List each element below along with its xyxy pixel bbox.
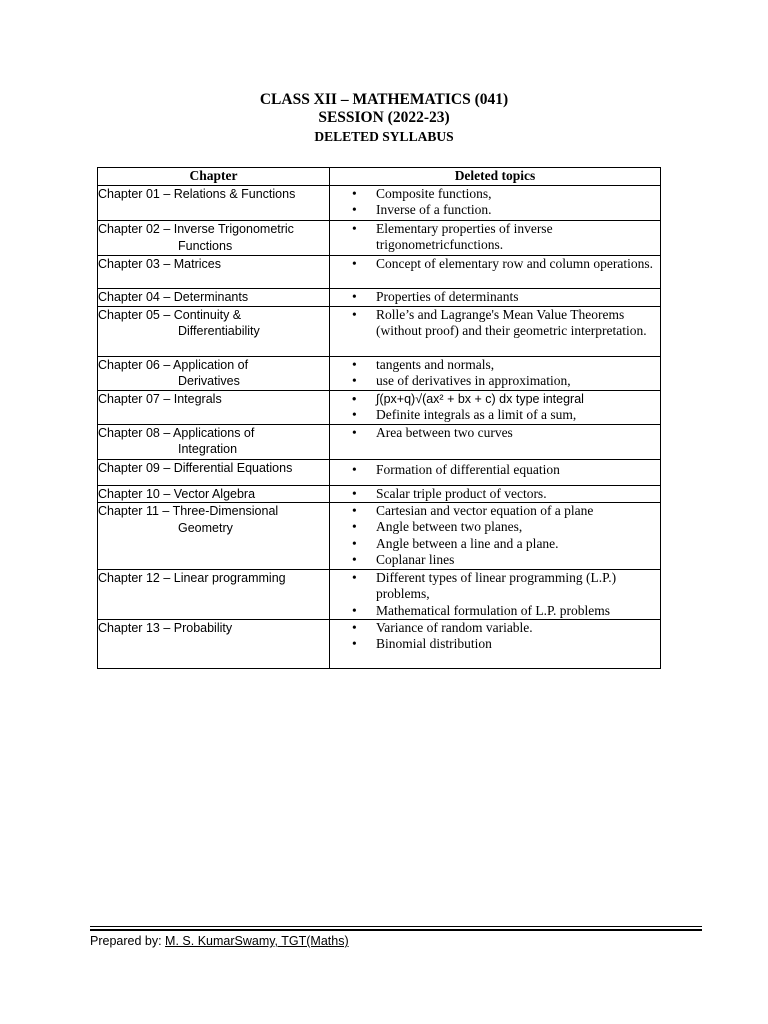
chapter-cell bbox=[98, 186, 330, 221]
chapter-name-continued: Derivatives bbox=[178, 374, 240, 388]
deleted-topics-cell bbox=[330, 485, 661, 503]
deleted-topics-cell bbox=[330, 390, 661, 424]
deleted-topics-cell bbox=[330, 289, 661, 307]
topic-list bbox=[330, 256, 660, 272]
chapter-name-continued: Differentiability bbox=[178, 324, 260, 338]
chapter-cell bbox=[98, 289, 330, 307]
chapter-cell bbox=[98, 459, 330, 485]
table-row bbox=[98, 221, 661, 256]
topic-list bbox=[330, 425, 660, 441]
chapter-name: Chapter 13 – Probability bbox=[98, 620, 233, 635]
topic-list bbox=[330, 186, 660, 219]
chapter-name: Chapter 02 – Inverse Trigonometric bbox=[98, 222, 294, 236]
deleted-topics-cell bbox=[330, 459, 661, 485]
chapter-cell bbox=[98, 485, 330, 503]
topic-item: • Composite functions, bbox=[330, 186, 660, 202]
deleted-syllabus-table bbox=[97, 167, 661, 669]
chapter-name: Chapter 06 – Application of bbox=[98, 357, 249, 372]
table-row bbox=[98, 186, 661, 221]
topic-item: • Mathematical formulation of L.P. problems bbox=[330, 603, 660, 619]
table-row bbox=[98, 256, 661, 289]
chapter-cell bbox=[98, 619, 330, 668]
chapter-name: Chapter 04 – Determinants bbox=[98, 290, 249, 304]
title-block bbox=[0, 91, 768, 146]
topic-list bbox=[330, 462, 660, 478]
session-label: SESSION (2022-23) bbox=[318, 109, 450, 126]
topic-list bbox=[330, 391, 660, 424]
chapter-name-continued: Functions bbox=[178, 238, 233, 253]
chapter-name: Chapter 03 – Matrices bbox=[98, 257, 221, 271]
topic-list bbox=[330, 221, 660, 254]
deleted-topics-cell bbox=[330, 306, 661, 356]
topic-item: • use of derivatives in approximation, bbox=[330, 373, 660, 389]
footer-prefix: Prepared by: bbox=[90, 934, 166, 948]
topic-list bbox=[330, 357, 660, 390]
topic-item: • Angle between a line and a plane. bbox=[330, 536, 660, 552]
chapter-name: Chapter 11 – Three-Dimensional bbox=[98, 504, 279, 518]
deleted-topics-cell bbox=[330, 619, 661, 668]
deleted-topics-cell bbox=[330, 503, 661, 570]
deleted-topics-cell bbox=[330, 570, 661, 620]
deleted-topics-cell bbox=[330, 424, 661, 459]
table-row bbox=[98, 289, 661, 307]
topic-list bbox=[330, 486, 660, 502]
chapter-cell bbox=[98, 221, 330, 256]
column-header-deleted-topics: Deleted topics bbox=[330, 168, 661, 186]
topic-item: • Different types of linear programming (L.P.) problems, bbox=[330, 570, 660, 603]
topic-item: • Coplanar lines bbox=[330, 552, 660, 568]
deleted-topics-cell bbox=[330, 186, 661, 221]
topic-item: • Binomial distribution bbox=[330, 636, 660, 652]
topic-list bbox=[330, 503, 660, 568]
chapter-name: Chapter 01 – Relations & Functions bbox=[98, 187, 296, 201]
topic-item: • Concept of elementary row and column operations. bbox=[330, 256, 660, 272]
topic-list bbox=[330, 620, 660, 653]
table-row bbox=[98, 619, 661, 668]
document-title: CLASS XII – MATHEMATICS (041) bbox=[259, 91, 509, 108]
topic-item: • ∫(px+q)√(ax² + bx + c) dx type integral bbox=[330, 391, 660, 407]
topic-list bbox=[330, 307, 660, 340]
topic-item: • Formation of differential equation bbox=[330, 462, 660, 478]
table-row bbox=[98, 503, 661, 570]
chapter-cell bbox=[98, 356, 330, 390]
chapter-cell bbox=[98, 256, 330, 289]
topic-list bbox=[330, 570, 660, 619]
chapter-name: Chapter 08 – Applications of bbox=[98, 425, 255, 440]
footer bbox=[90, 934, 349, 948]
column-header-chapter: Chapter bbox=[98, 168, 330, 186]
topic-item: • Definite integrals as a limit of a sum, bbox=[330, 407, 660, 423]
topic-item: • tangents and normals, bbox=[330, 357, 660, 373]
table-row bbox=[98, 390, 661, 424]
chapter-name-continued: Integration bbox=[178, 442, 238, 456]
footer-author: M. S. KumarSwamy, TGT(Maths) bbox=[165, 934, 349, 948]
chapter-name: Chapter 10 – Vector Algebra bbox=[98, 486, 256, 501]
table-row bbox=[98, 485, 661, 503]
topic-item: • Area between two curves bbox=[330, 425, 660, 441]
topic-item: • Scalar triple product of vectors. bbox=[330, 486, 660, 502]
table-row bbox=[98, 424, 661, 459]
topic-item: • Inverse of a function. bbox=[330, 202, 660, 218]
chapter-cell bbox=[98, 570, 330, 620]
topic-item: • Elementary properties of inverse trigonometricfunctions. bbox=[330, 221, 660, 254]
chapter-cell bbox=[98, 390, 330, 424]
chapter-name: Chapter 07 – Integrals bbox=[98, 391, 222, 406]
topic-item: • Angle between two planes, bbox=[330, 519, 660, 535]
chapter-name: Chapter 09 – Differential Equations bbox=[98, 460, 293, 475]
footer-divider bbox=[90, 926, 702, 927]
table-row bbox=[98, 356, 661, 390]
deleted-topics-cell bbox=[330, 221, 661, 256]
deleted-topics-cell bbox=[330, 256, 661, 289]
table-row bbox=[98, 570, 661, 620]
footer-divider-thick bbox=[90, 929, 702, 931]
topic-item: • Variance of random variable. bbox=[330, 620, 660, 636]
chapter-cell bbox=[98, 503, 330, 570]
topic-item: • Properties of determinants bbox=[330, 289, 660, 305]
table-body bbox=[98, 186, 661, 669]
deleted-topics-cell bbox=[330, 356, 661, 390]
chapter-name: Chapter 05 – Continuity & bbox=[98, 307, 242, 322]
chapter-name: Chapter 12 – Linear programming bbox=[98, 571, 286, 585]
topic-item: • Cartesian and vector equation of a plane bbox=[330, 503, 660, 519]
chapter-cell bbox=[98, 306, 330, 356]
topic-list bbox=[330, 289, 660, 305]
table-row bbox=[98, 459, 661, 485]
chapter-cell bbox=[98, 424, 330, 459]
topic-item: • Rolle’s and Lagrange's Mean Value Theorems (without proof) and their geometric interpretation. bbox=[330, 307, 660, 340]
table-row bbox=[98, 306, 661, 356]
chapter-name-continued: Geometry bbox=[178, 520, 233, 535]
document-subtitle: DELETED SYLLABUS bbox=[314, 129, 454, 144]
table-header-row bbox=[98, 168, 661, 186]
